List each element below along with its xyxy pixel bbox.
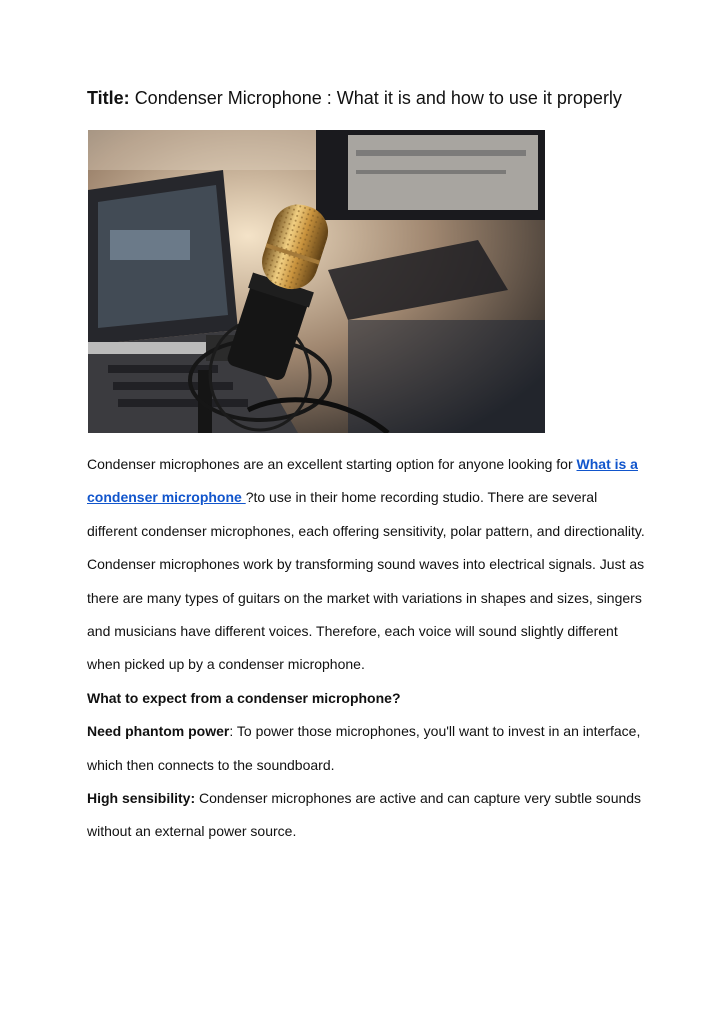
title-text: Condenser Microphone : What it is and how to use it properly xyxy=(134,88,622,108)
document-title xyxy=(87,86,622,110)
item-term: Need phantom power xyxy=(87,723,230,740)
section-heading: What to expect from a condenser microphone? xyxy=(87,689,401,706)
title-label: Title: xyxy=(87,88,130,108)
studio-microphone-photo xyxy=(88,130,545,433)
list-item xyxy=(87,715,647,782)
item-text: Condenser microphones are active and can capture very subtle sounds without an external power source. xyxy=(87,790,642,840)
item-separator: : xyxy=(229,723,237,740)
intro-text-before-link: Condenser microphones are an excellent starting option for anyone looking for xyxy=(87,456,577,472)
condenser-microphone-link[interactable]: What is a condenser microphone xyxy=(87,456,638,506)
intro-text-after-link: ?to use in their home recording studio. There are several different condenser microphones, each offering sensitivity, polar pattern, and directionality. Condenser microphones work by transforming sound waves into electrical signals. Just as there are many types of guitars on the market with variations in shapes and sizes, singers and musicians have different voices. Therefore, each voice will sound slightly different when picked up by a condenser microphone. xyxy=(87,489,645,673)
article-body xyxy=(87,448,647,849)
intro-paragraph xyxy=(87,448,647,682)
list-item xyxy=(87,782,647,849)
item-text: To power those microphones, you'll want to invest in an interface, which then connects to the soundboard. xyxy=(87,723,641,773)
item-term: High sensibility: xyxy=(87,790,196,807)
